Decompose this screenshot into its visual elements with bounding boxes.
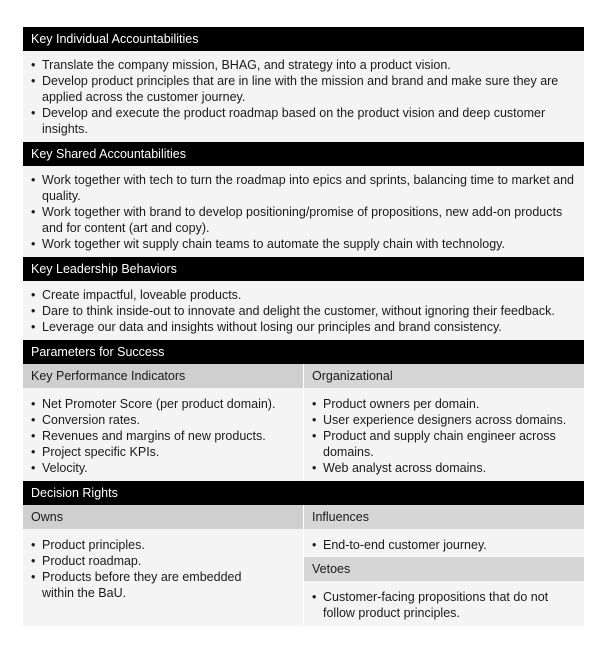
- section-header-parameters: Parameters for Success: [23, 340, 584, 364]
- list-item: • Product owners per domain.: [312, 396, 576, 412]
- list-item: • Project specific KPIs.: [31, 444, 295, 460]
- list-item: • Dare to think inside-out to innovate and delight the customer, without ignoring their feedback.: [31, 303, 576, 319]
- influences-vetoes-column: [304, 505, 584, 626]
- list-item: • End-to-end customer journey.: [312, 537, 576, 553]
- vetoes-list: [312, 589, 576, 621]
- organizational-list: [312, 396, 576, 476]
- kpi-header: Key Performance Indicators: [23, 364, 303, 388]
- list-item: • Customer-facing propositions that do not follow product principles.: [312, 589, 576, 621]
- list-item: • Work together with brand to develop positioning/promise of propositions, new add-on products and for content (art and copy).: [31, 204, 576, 236]
- section-header-leadership: Key Leadership Behaviors: [23, 257, 584, 281]
- list-item: • Revenues and margins of new products.: [31, 428, 295, 444]
- list-item: • Create impactful, loveable products.: [31, 287, 576, 303]
- list-item: • Develop product principles that are in line with the mission and brand and make sure they are applied across the customer journey.: [31, 73, 576, 105]
- list-item: • Translate the company mission, BHAG, and strategy into a product vision.: [31, 57, 576, 73]
- influences-header: Influences: [304, 505, 584, 529]
- list-item: • Work together wit supply chain teams to automate the supply chain with technology.: [31, 236, 576, 252]
- list-item: • Product roadmap.: [31, 553, 295, 569]
- individual-list: [31, 57, 576, 137]
- list-item: • Leverage our data and insights without losing our principles and brand consistency.: [31, 319, 576, 335]
- section-body-individual: [23, 51, 584, 142]
- section-body-leadership: [23, 281, 584, 340]
- section-body-shared: [23, 166, 584, 257]
- organizational-header: Organizational: [304, 364, 584, 388]
- list-item: • Conversion rates.: [31, 412, 295, 428]
- parameters-row: [23, 364, 584, 481]
- accountability-document: [23, 27, 584, 626]
- section-header-individual: Key Individual Accountabilities: [23, 27, 584, 51]
- owns-list: [31, 537, 295, 601]
- vetoes-header: Vetoes: [304, 557, 584, 581]
- list-item: • Product principles.: [31, 537, 295, 553]
- owns-column: [23, 505, 304, 626]
- list-item: • Work together with tech to turn the roadmap into epics and sprints, balancing time to market and quality.: [31, 172, 576, 204]
- list-item: • Velocity.: [31, 460, 295, 476]
- leadership-list: [31, 287, 576, 335]
- kpi-list: [31, 396, 295, 476]
- list-item: • Web analyst across domains.: [312, 460, 576, 476]
- organizational-column: [304, 364, 584, 481]
- influences-list: [312, 537, 576, 553]
- section-header-shared: Key Shared Accountabilities: [23, 142, 584, 166]
- kpi-column: [23, 364, 304, 481]
- list-item: • Net Promoter Score (per product domain).: [31, 396, 295, 412]
- shared-list: [31, 172, 576, 252]
- list-item: • Products before they are embedded within the BaU.: [31, 569, 295, 601]
- owns-header: Owns: [23, 505, 303, 529]
- decision-row: [23, 505, 584, 626]
- list-item: • Develop and execute the product roadmap based on the product vision and deep customer insights.: [31, 105, 576, 137]
- list-item: • User experience designers across domains.: [312, 412, 576, 428]
- section-header-decision-rights: Decision Rights: [23, 481, 584, 505]
- list-item: • Product and supply chain engineer across domains.: [312, 428, 576, 460]
